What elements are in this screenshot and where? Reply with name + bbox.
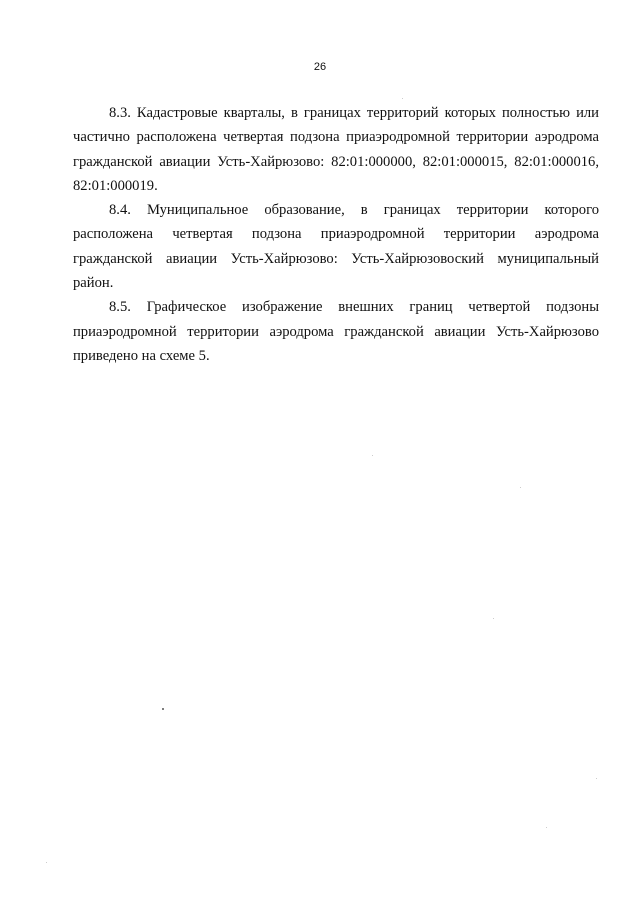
paragraph-8-3: 8.3. Кадастровые кварталы, в границах территорий которых полностью или частично расположена четвертая подзона приаэродромной территории аэродрома гражданской авиации Усть-Хайрюзово: 82:01:000000, 82:01:000015, 82:01:000016, 82:01:000019. <box>73 105 599 194</box>
paragraph-8-5: 8.5. Графическое изображение внешних границ четвертой подзоны приаэродромной территории аэродрома гражданской авиации Усть-Хайрюзово приведено на схеме 5. <box>73 299 599 364</box>
scan-speck <box>520 487 521 488</box>
scan-speck <box>402 98 403 99</box>
scan-speck <box>372 455 373 456</box>
scan-speck <box>46 862 47 863</box>
page-number: 26 <box>313 61 327 73</box>
document-body <box>73 101 599 368</box>
paragraph-8-4: 8.4. Муниципальное образование, в границах территории которого расположена четвертая подзона приаэродромной территории аэродрома гражданской авиации Усть-Хайрюзово: Усть-Хайрюзовоский муниципальный район. <box>73 202 599 292</box>
scan-speck <box>596 778 597 779</box>
scan-speck <box>546 827 547 828</box>
scan-speck <box>162 708 164 710</box>
scan-speck <box>493 618 494 619</box>
